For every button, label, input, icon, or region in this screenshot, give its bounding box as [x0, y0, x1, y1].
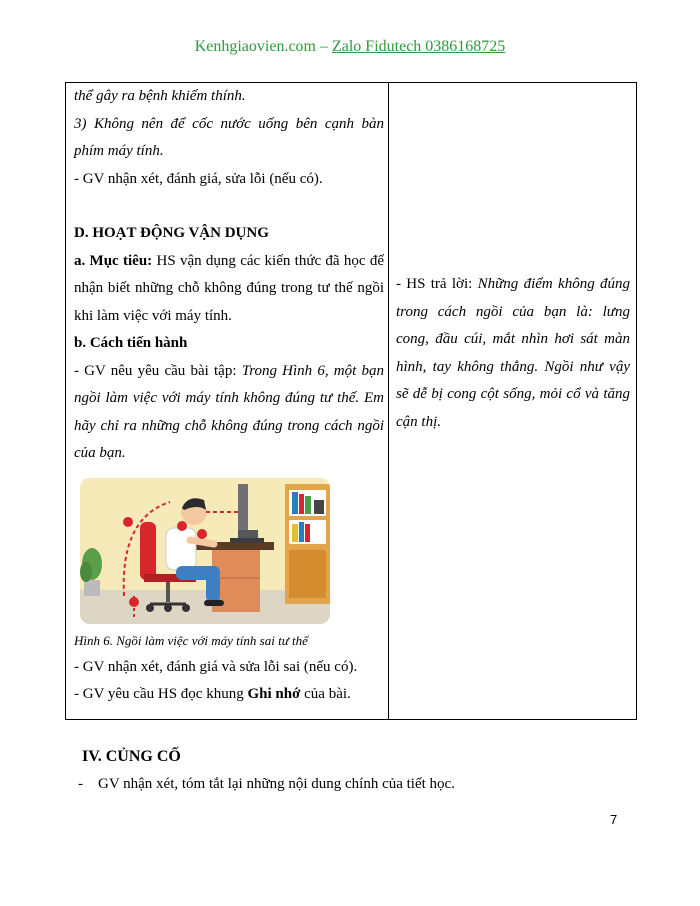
task-text: Trong Hình 6, một bạn ngồi làm việc với máy tính không đúng tư thế. Em hãy chỉ ra những chỗ không đúng trong cách ngồi của bạn.: [74, 362, 384, 461]
feedback-1: - GV nhận xét, đánh giá, sửa lỗi (nếu có).: [74, 170, 323, 187]
answer-text: Những điểm không đúng trong cách ngồi của bạn là: lưng cong, đầu cúi, mắt nhìn hơi sát màn hình, tay không thẳng. Ngồi như vậy sẽ dễ bị cong cột sống, mỏi cổ và tăng cận thị.: [396, 276, 630, 430]
warning-icon: [197, 529, 207, 539]
header-separator: –: [315, 38, 332, 55]
page-header: [0, 38, 700, 56]
page-number: 7: [610, 812, 618, 827]
answer-prefix: - HS trả lời:: [396, 276, 478, 292]
header-contact-link[interactable]: Zalo Fidutech 0386168725: [331, 38, 506, 55]
student-column: [396, 271, 630, 436]
teacher-column: [74, 83, 384, 709]
bullet-text: GV nhận xét, tóm tắt lại những nội dung chính của tiết học.: [98, 776, 455, 792]
goal-paragraph: [74, 248, 384, 331]
text-line2: 3) Không nên để cốc nước uống bên cạnh bàn phím máy tính.: [74, 115, 384, 159]
ask-prefix: - GV yêu cầu HS đọc khung: [74, 686, 248, 702]
header-site: Kenhgiaovien.com: [194, 38, 316, 55]
posture-illustration: [80, 478, 330, 624]
ask-paragraph: [74, 681, 384, 709]
goal-label: a. Mục tiêu:: [74, 252, 153, 269]
lesson-table: [65, 82, 637, 720]
figure-caption: Hình 6. Ngồi làm việc với máy tính sai tư thế: [74, 632, 308, 648]
text-line1: thể gây ra bệnh khiếm thính.: [74, 88, 246, 104]
feedback-2: - GV nhận xét, đánh giá và sửa lỗi sai (nếu có).: [74, 658, 358, 675]
section-iv-title: IV. CỦNG CỐ: [82, 748, 181, 765]
section-d-title: D. HOẠT ĐỘNG VẬN DỤNG: [74, 225, 269, 241]
goal-text: HS vận dụng các kiến thức đã học để nhận biết những chỗ không đúng trong tư thế ngồi khi làm việc với máy tính.: [74, 252, 384, 324]
ask-bold: Ghi nhớ: [247, 686, 301, 702]
bookshelf: [285, 484, 330, 604]
section-iv-bullet: [78, 776, 455, 793]
method-label: b. Cách tiến hành: [74, 335, 188, 351]
warning-icon: [123, 517, 133, 527]
ask-suffix: của bài.: [300, 686, 351, 702]
task-prefix: - GV nêu yêu cầu bài tập:: [74, 362, 242, 379]
figure-6-image: [80, 478, 330, 624]
warning-icon: [177, 521, 187, 531]
task-paragraph: [74, 358, 384, 468]
bullet-dash: -: [78, 776, 83, 792]
column-divider: [388, 83, 389, 719]
student-answer: [396, 271, 630, 436]
warning-icon: [129, 597, 139, 607]
